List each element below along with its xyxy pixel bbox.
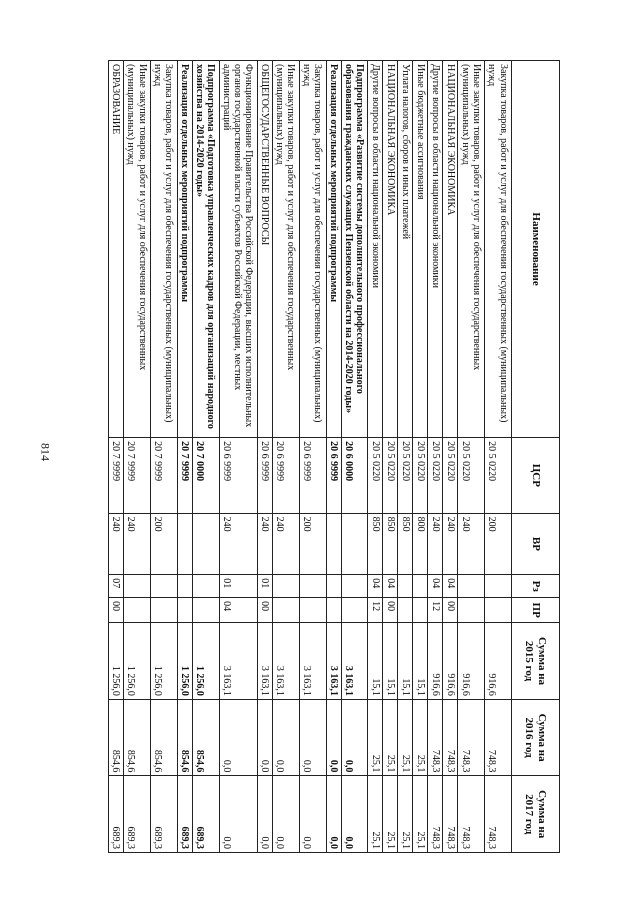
cell-name: Закупка товаров, работ и услуг для обеспечения государственных (муниципальных) нужд: [150, 61, 177, 438]
cell-sum-2015: 916,6: [443, 623, 458, 700]
cell-csr: 20 5 0220: [413, 438, 428, 513]
cell-name: Другие вопросы в области национальной экономики: [428, 61, 443, 438]
cell-sum-2016: 25,1: [368, 699, 383, 776]
cell-csr: 20 5 0220: [368, 438, 383, 513]
cell-vr: 240: [443, 513, 458, 575]
cell-sum-2015: 3 163,1: [219, 623, 258, 700]
cell-pr: 00: [109, 598, 124, 623]
cell-pr: [192, 598, 219, 623]
cell-sum-2017: 0,0: [273, 776, 300, 853]
cell-pr: 00: [443, 598, 458, 623]
cell-vr: [177, 513, 192, 575]
cell-vr: [341, 513, 368, 575]
cell-sum-2016: 25,1: [413, 699, 428, 776]
cell-name: Иные закупки товаров, работ и услуг для обеспечения государственных (муниципальных) нужд: [273, 61, 300, 438]
cell-rz: [398, 575, 413, 598]
cell-rz: 07: [109, 575, 124, 598]
cell-sum-2016: 25,1: [383, 699, 398, 776]
budget-table: [108, 60, 560, 853]
table-row: [428, 61, 443, 853]
cell-rz: 04: [383, 575, 398, 598]
cell-pr: 00: [258, 598, 273, 623]
cell-sum-2015: 3 163,1: [299, 623, 326, 700]
header-sum-2017: Сумма на 2017 год: [512, 776, 560, 853]
cell-csr: 20 5 0220: [485, 438, 512, 513]
cell-sum-2015: 1 256,0: [177, 623, 192, 700]
cell-pr: [458, 598, 485, 623]
cell-sum-2015: 1 256,0: [109, 623, 124, 700]
cell-rz: [326, 575, 341, 598]
table-row: [219, 61, 258, 853]
cell-sum-2015: 3 163,1: [341, 623, 368, 700]
cell-csr: 20 7 9999: [124, 438, 151, 513]
cell-vr: 850: [383, 513, 398, 575]
table-row: [258, 61, 273, 853]
cell-rz: 04: [428, 575, 443, 598]
table-row: [485, 61, 512, 853]
cell-csr: 20 5 0220: [398, 438, 413, 513]
cell-name: Закупка товаров, работ и услуг для обеспечения государственных (муниципальных) нужд: [299, 61, 326, 438]
cell-csr: 20 6 9999: [258, 438, 273, 513]
table-row: [326, 61, 341, 853]
table-header-row: [512, 61, 560, 853]
cell-rz: [413, 575, 428, 598]
table-row: [109, 61, 124, 853]
cell-sum-2015: 15,1: [398, 623, 413, 700]
cell-sum-2016: 25,1: [398, 699, 413, 776]
cell-pr: 12: [368, 598, 383, 623]
cell-sum-2017: 748,3: [443, 776, 458, 853]
cell-csr: 20 5 0220: [443, 438, 458, 513]
cell-rz: [273, 575, 300, 598]
cell-vr: [192, 513, 219, 575]
cell-vr: 200: [299, 513, 326, 575]
cell-pr: [398, 598, 413, 623]
cell-pr: 04: [219, 598, 258, 623]
table-body: [109, 61, 512, 853]
page-number: 814: [38, 443, 53, 461]
cell-sum-2016: 0,0: [341, 699, 368, 776]
cell-rz: [192, 575, 219, 598]
table-row: [398, 61, 413, 853]
table-row: [458, 61, 485, 853]
cell-sum-2016: 854,6: [150, 699, 177, 776]
table-row: [192, 61, 219, 853]
cell-vr: 800: [413, 513, 428, 575]
cell-csr: 20 6 9999: [273, 438, 300, 513]
cell-sum-2017: 689,3: [150, 776, 177, 853]
cell-sum-2017: 689,3: [124, 776, 151, 853]
cell-sum-2017: 0,0: [326, 776, 341, 853]
cell-pr: [177, 598, 192, 623]
cell-rz: 01: [258, 575, 273, 598]
header-name: Наименование: [512, 61, 560, 438]
cell-sum-2016: 0,0: [219, 699, 258, 776]
cell-vr: 850: [368, 513, 383, 575]
cell-pr: [299, 598, 326, 623]
header-rz: Рз: [512, 575, 560, 598]
table-row: [124, 61, 151, 853]
cell-sum-2017: 748,3: [428, 776, 443, 853]
cell-sum-2015: 1 256,0: [150, 623, 177, 700]
cell-name: Иные закупки товаров, работ и услуг для обеспечения государственных (муниципальных) нужд: [124, 61, 151, 438]
header-vr: ВР: [512, 513, 560, 575]
cell-sum-2016: 748,3: [485, 699, 512, 776]
cell-sum-2016: 854,6: [124, 699, 151, 776]
table-row: [383, 61, 398, 853]
table-row: [413, 61, 428, 853]
header-sum-2016: Сумма на 2016 год: [512, 699, 560, 776]
cell-sum-2015: 15,1: [368, 623, 383, 700]
cell-sum-2015: 916,6: [458, 623, 485, 700]
cell-sum-2016: 854,6: [177, 699, 192, 776]
cell-csr: 20 5 0220: [383, 438, 398, 513]
cell-pr: 12: [428, 598, 443, 623]
cell-sum-2017: 25,1: [413, 776, 428, 853]
cell-pr: [326, 598, 341, 623]
cell-vr: 240: [109, 513, 124, 575]
cell-name: Реализация отдельных мероприятий подпрограммы: [326, 61, 341, 438]
cell-csr: 20 6 9999: [219, 438, 258, 513]
table-row: [177, 61, 192, 853]
cell-sum-2017: 0,0: [299, 776, 326, 853]
cell-rz: 04: [443, 575, 458, 598]
budget-table-container: [108, 60, 560, 853]
cell-name: Подпрограмма «Развитие системы дополнительного профессионального образования гражданских служащих Пензенской области на 2014-2020 годы»: [341, 61, 368, 438]
cell-sum-2017: 25,1: [398, 776, 413, 853]
cell-sum-2015: 1 256,0: [192, 623, 219, 700]
cell-csr: 20 7 9999: [150, 438, 177, 513]
cell-sum-2015: 1 256,0: [124, 623, 151, 700]
cell-rz: 01: [219, 575, 258, 598]
cell-sum-2017: 689,3: [177, 776, 192, 853]
cell-sum-2017: 0,0: [219, 776, 258, 853]
cell-pr: [150, 598, 177, 623]
header-csr: ЦСР: [512, 438, 560, 513]
cell-sum-2015: 916,6: [428, 623, 443, 700]
cell-sum-2016: 748,3: [458, 699, 485, 776]
table-row: [341, 61, 368, 853]
cell-name: НАЦИОНАЛЬНАЯ ЭКОНОМИКА: [443, 61, 458, 438]
cell-rz: [177, 575, 192, 598]
cell-sum-2016: 748,3: [443, 699, 458, 776]
cell-sum-2015: 15,1: [413, 623, 428, 700]
cell-sum-2015: 15,1: [383, 623, 398, 700]
cell-sum-2016: 0,0: [326, 699, 341, 776]
cell-vr: 200: [150, 513, 177, 575]
cell-csr: 20 6 9999: [326, 438, 341, 513]
cell-sum-2015: 916,6: [485, 623, 512, 700]
cell-name: Реализация отдельных мероприятий подпрограммы: [177, 61, 192, 438]
table-row: [299, 61, 326, 853]
cell-pr: [124, 598, 151, 623]
cell-sum-2016: 0,0: [299, 699, 326, 776]
cell-sum-2017: 0,0: [341, 776, 368, 853]
cell-pr: [273, 598, 300, 623]
cell-name: Другие вопросы в области национальной экономики: [368, 61, 383, 438]
cell-sum-2016: 854,6: [192, 699, 219, 776]
cell-name: Подпрограмма «Подготовка управленческих кадров для организаций народного хозяйства на 2014-2020 годы»: [192, 61, 219, 438]
cell-vr: 200: [485, 513, 512, 575]
cell-vr: 240: [124, 513, 151, 575]
cell-sum-2015: 3 163,1: [258, 623, 273, 700]
cell-sum-2017: 25,1: [383, 776, 398, 853]
cell-csr: 20 5 0220: [458, 438, 485, 513]
table-row: [150, 61, 177, 853]
cell-sum-2015: 3 163,1: [273, 623, 300, 700]
cell-sum-2016: 0,0: [273, 699, 300, 776]
cell-pr: [485, 598, 512, 623]
cell-sum-2017: 0,0: [258, 776, 273, 853]
cell-name: ОБРАЗОВАНИЕ: [109, 61, 124, 438]
cell-name: Иные бюджетные ассигнования: [413, 61, 428, 438]
header-sum-2015: Сумма на 2015 год: [512, 623, 560, 700]
cell-sum-2017: 748,3: [485, 776, 512, 853]
header-pr: ПР: [512, 598, 560, 623]
cell-name: Уплата налогов, сборов и иных платежей: [398, 61, 413, 438]
cell-csr: 20 5 0220: [428, 438, 443, 513]
cell-name: НАЦИОНАЛЬНАЯ ЭКОНОМИКА: [383, 61, 398, 438]
cell-pr: 00: [383, 598, 398, 623]
table-row: [273, 61, 300, 853]
cell-vr: [326, 513, 341, 575]
cell-pr: [413, 598, 428, 623]
cell-rz: [150, 575, 177, 598]
cell-rz: [341, 575, 368, 598]
cell-csr: 20 6 0000: [341, 438, 368, 513]
cell-rz: 04: [368, 575, 383, 598]
table-row: [368, 61, 383, 853]
cell-vr: 850: [398, 513, 413, 575]
cell-name: ОБЩЕГОСУДАРСТВЕННЫЕ ВОПРОСЫ: [258, 61, 273, 438]
cell-name: Функционирование Правительства Российской Федерации, высших исполнительных органов государственной власти субъектов Российской Федерации, местных администраций: [219, 61, 258, 438]
cell-pr: [341, 598, 368, 623]
cell-sum-2016: 0,0: [258, 699, 273, 776]
cell-csr: 20 7 9999: [177, 438, 192, 513]
cell-vr: 240: [428, 513, 443, 575]
cell-sum-2017: 689,3: [109, 776, 124, 853]
cell-sum-2017: 748,3: [458, 776, 485, 853]
cell-csr: 20 7 9999: [109, 438, 124, 513]
cell-vr: 240: [273, 513, 300, 575]
cell-rz: [299, 575, 326, 598]
cell-sum-2017: 689,3: [192, 776, 219, 853]
cell-name: Закупка товаров, работ и услуг для обеспечения государственных (муниципальных) нужд: [485, 61, 512, 438]
cell-vr: 240: [458, 513, 485, 575]
cell-csr: 20 7 0000: [192, 438, 219, 513]
cell-sum-2016: 854,6: [109, 699, 124, 776]
cell-rz: [485, 575, 512, 598]
table-row: [443, 61, 458, 853]
cell-rz: [124, 575, 151, 598]
cell-vr: 240: [258, 513, 273, 575]
cell-sum-2017: 25,1: [368, 776, 383, 853]
cell-sum-2015: 3 163,1: [326, 623, 341, 700]
cell-vr: 240: [219, 513, 258, 575]
cell-rz: [458, 575, 485, 598]
cell-csr: 20 6 9999: [299, 438, 326, 513]
cell-name: Иные закупки товаров, работ и услуг для обеспечения государственных (муниципальных) нужд: [458, 61, 485, 438]
cell-sum-2016: 748,3: [428, 699, 443, 776]
